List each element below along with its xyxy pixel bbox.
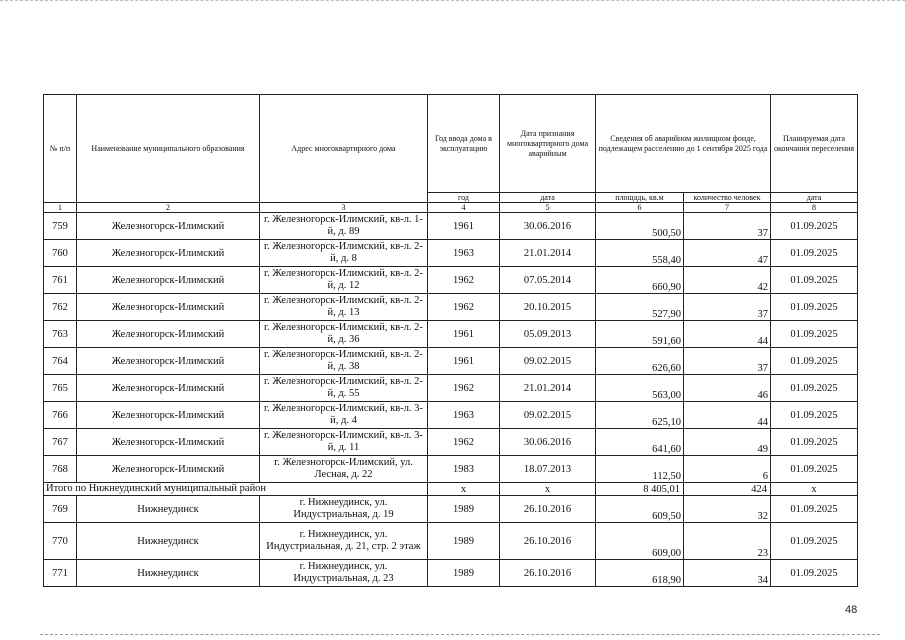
row-end-date: 01.09.2025 [771, 321, 858, 348]
header-year-built: Год ввода дома в эксплуатацию [428, 95, 500, 193]
row-municipality: Железногорск-Илимский [77, 375, 260, 402]
row-num: 764 [44, 348, 77, 375]
row-date: 30.06.2016 [500, 213, 596, 240]
header-address: Адрес многоквартирного дома [260, 95, 428, 203]
row-year: 1962 [428, 429, 500, 456]
row-year: 1961 [428, 213, 500, 240]
scan-edge-top [0, 0, 905, 3]
total-label: Итого по Нижнеудинский муниципальный район [44, 483, 428, 496]
scan-edge-bottom [40, 634, 880, 637]
row-date: 21.01.2014 [500, 240, 596, 267]
row-year: 1983 [428, 456, 500, 483]
row-num: 759 [44, 213, 77, 240]
row-num: 762 [44, 294, 77, 321]
table-row [44, 456, 858, 483]
row-date: 26.10.2016 [500, 496, 596, 523]
row-address: г. Железногорск-Илимский, кв-л. 3-й, д. 4 [260, 402, 428, 429]
row-num: 760 [44, 240, 77, 267]
row-date: 18.07.2013 [500, 456, 596, 483]
column-number: 2 [77, 203, 260, 213]
row-year: 1963 [428, 240, 500, 267]
header-num: № п/п [44, 95, 77, 203]
table-row [44, 496, 858, 523]
row-municipality: Железногорск-Илимский [77, 213, 260, 240]
row-num: 765 [44, 375, 77, 402]
row-people: 44 [684, 402, 771, 429]
row-people: 23 [684, 523, 771, 560]
row-area: 625,10 [596, 402, 684, 429]
row-address: г. Железногорск-Илимский, кв-л. 2-й, д. 12 [260, 267, 428, 294]
subheader-date2: дата [771, 193, 858, 203]
row-municipality: Железногорск-Илимский [77, 321, 260, 348]
row-year: 1961 [428, 348, 500, 375]
row-municipality: Нижнеудинск [77, 496, 260, 523]
row-year: 1989 [428, 496, 500, 523]
row-municipality: Железногорск-Илимский [77, 402, 260, 429]
row-area: 500,50 [596, 213, 684, 240]
table-row [44, 348, 858, 375]
row-area: 591,60 [596, 321, 684, 348]
row-area: 660,90 [596, 267, 684, 294]
row-address: г. Железногорск-Илимский, кв-л. 2-й, д. 36 [260, 321, 428, 348]
row-people: 34 [684, 560, 771, 587]
row-date: 20.10.2015 [500, 294, 596, 321]
column-number: 6 [596, 203, 684, 213]
table-row [44, 402, 858, 429]
row-people: 37 [684, 348, 771, 375]
page-number: 48 [845, 604, 858, 616]
row-end-date: 01.09.2025 [771, 375, 858, 402]
row-area: 112,50 [596, 456, 684, 483]
row-end-date: 01.09.2025 [771, 240, 858, 267]
total-area: 8 405,01 [596, 483, 684, 496]
row-date: 09.02.2015 [500, 348, 596, 375]
row-num: 770 [44, 523, 77, 560]
row-address: г. Железногорск-Илимский, кв-л. 2-й, д. 55 [260, 375, 428, 402]
column-number: 8 [771, 203, 858, 213]
row-address: г. Железногорск-Илимский, кв-л. 2-й, д. 13 [260, 294, 428, 321]
row-num: 766 [44, 402, 77, 429]
row-address: г. Железногорск-Илимский, кв-л. 1-й, д. 89 [260, 213, 428, 240]
row-num: 761 [44, 267, 77, 294]
emergency-housing-table [43, 94, 858, 587]
row-date: 26.10.2016 [500, 560, 596, 587]
row-num: 763 [44, 321, 77, 348]
column-number: 3 [260, 203, 428, 213]
row-address: г. Железногорск-Илимский, кв-л. 2-й, д. 8 [260, 240, 428, 267]
row-address: г. Железногорск-Илимский, ул. Лесная, д. 22 [260, 456, 428, 483]
row-people: 6 [684, 456, 771, 483]
row-municipality: Железногорск-Илимский [77, 348, 260, 375]
row-municipality: Нижнеудинск [77, 560, 260, 587]
total-date: х [500, 483, 596, 496]
row-year: 1962 [428, 267, 500, 294]
row-end-date: 01.09.2025 [771, 560, 858, 587]
row-end-date: 01.09.2025 [771, 213, 858, 240]
row-people: 37 [684, 213, 771, 240]
row-date: 07.05.2014 [500, 267, 596, 294]
row-address: г. Железногорск-Илимский, кв-л. 3-й, д. 11 [260, 429, 428, 456]
table-row [44, 321, 858, 348]
row-people: 47 [684, 240, 771, 267]
row-date: 09.02.2015 [500, 402, 596, 429]
row-end-date: 01.09.2025 [771, 523, 858, 560]
row-area: 626,60 [596, 348, 684, 375]
row-date: 30.06.2016 [500, 429, 596, 456]
subheader-date: дата [500, 193, 596, 203]
row-date: 26.10.2016 [500, 523, 596, 560]
row-municipality: Железногорск-Илимский [77, 294, 260, 321]
row-people: 42 [684, 267, 771, 294]
row-year: 1989 [428, 523, 500, 560]
row-end-date: 01.09.2025 [771, 294, 858, 321]
column-number: 1 [44, 203, 77, 213]
column-number: 4 [428, 203, 500, 213]
row-year: 1989 [428, 560, 500, 587]
table-row [44, 267, 858, 294]
row-area: 618,90 [596, 560, 684, 587]
total-end: х [771, 483, 858, 496]
row-end-date: 01.09.2025 [771, 348, 858, 375]
subheader-people: количество человек [684, 193, 771, 203]
row-address: г. Железногорск-Илимский, кв-л. 2-й, д. 38 [260, 348, 428, 375]
row-end-date: 01.09.2025 [771, 429, 858, 456]
header-emergency-date: Дата признания многоквартирного дома аварийным [500, 95, 596, 193]
header-municipality: Наименование муниципального образования [77, 95, 260, 203]
row-num: 769 [44, 496, 77, 523]
column-number: 5 [500, 203, 596, 213]
row-area: 558,40 [596, 240, 684, 267]
column-number: 7 [684, 203, 771, 213]
row-end-date: 01.09.2025 [771, 456, 858, 483]
row-municipality: Нижнеудинск [77, 523, 260, 560]
row-people: 46 [684, 375, 771, 402]
total-row [44, 483, 858, 496]
row-municipality: Железногорск-Илимский [77, 456, 260, 483]
row-year: 1962 [428, 375, 500, 402]
row-people: 44 [684, 321, 771, 348]
row-year: 1961 [428, 321, 500, 348]
subheader-area: площадь, кв.м [596, 193, 684, 203]
row-municipality: Железногорск-Илимский [77, 240, 260, 267]
row-address: г. Нижнеудинск, ул. Индустриальная, д. 23 [260, 560, 428, 587]
row-area: 609,50 [596, 496, 684, 523]
row-municipality: Железногорск-Илимский [77, 429, 260, 456]
row-people: 32 [684, 496, 771, 523]
table-row [44, 429, 858, 456]
row-people: 37 [684, 294, 771, 321]
subheader-year: год [428, 193, 500, 203]
total-year: х [428, 483, 500, 496]
row-num: 767 [44, 429, 77, 456]
row-end-date: 01.09.2025 [771, 402, 858, 429]
row-end-date: 01.09.2025 [771, 267, 858, 294]
row-municipality: Железногорск-Илимский [77, 267, 260, 294]
table-row [44, 294, 858, 321]
total-people: 424 [684, 483, 771, 496]
row-address: г. Нижнеудинск, ул. Индустриальная, д. 21, стр. 2 этаж [260, 523, 428, 560]
row-date: 05.09.2013 [500, 321, 596, 348]
row-area: 527,90 [596, 294, 684, 321]
row-area: 563,00 [596, 375, 684, 402]
row-area: 609,00 [596, 523, 684, 560]
header-planned-end: Планируемая дата окончания переселения [771, 95, 858, 193]
header-fund-info: Сведения об аварийном жилищном фонде, подлежащем расселению до 1 сентября 2025 года [596, 95, 771, 193]
row-num: 768 [44, 456, 77, 483]
row-year: 1962 [428, 294, 500, 321]
row-address: г. Нижнеудинск, ул. Индустриальная, д. 19 [260, 496, 428, 523]
table-row [44, 560, 858, 587]
table-row [44, 213, 858, 240]
row-area: 641,60 [596, 429, 684, 456]
row-year: 1963 [428, 402, 500, 429]
table-row [44, 240, 858, 267]
table-row [44, 523, 858, 560]
row-end-date: 01.09.2025 [771, 496, 858, 523]
table-row [44, 375, 858, 402]
row-people: 49 [684, 429, 771, 456]
row-date: 21.01.2014 [500, 375, 596, 402]
row-num: 771 [44, 560, 77, 587]
